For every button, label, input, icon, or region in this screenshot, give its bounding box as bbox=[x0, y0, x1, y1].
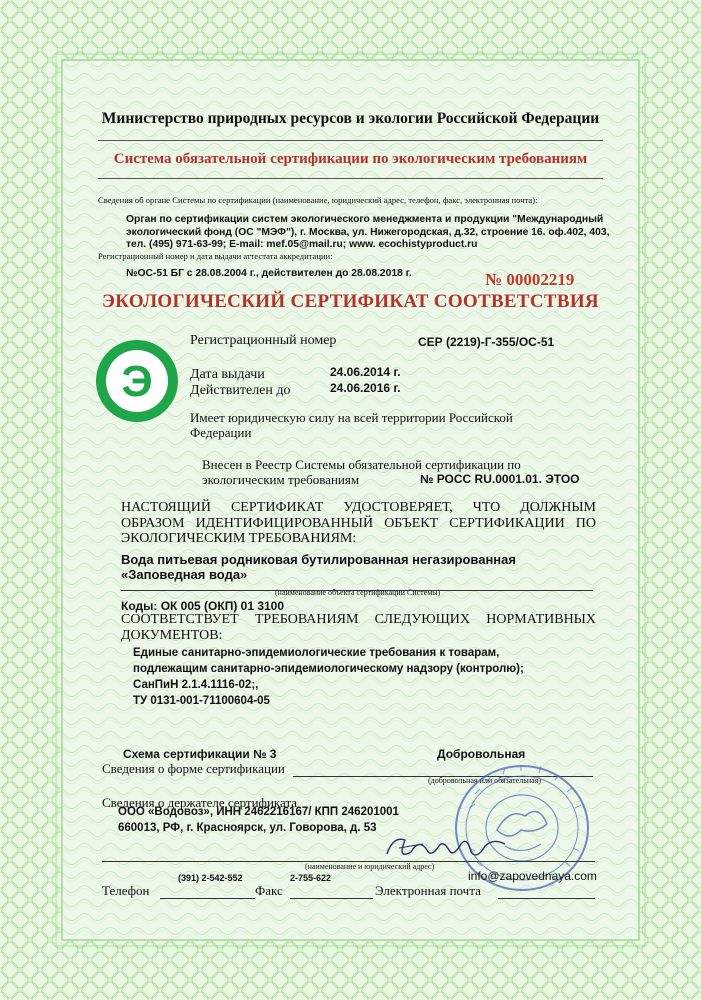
underline bbox=[498, 898, 595, 899]
certifies-line: ЭКОЛОГИЧЕСКИМ ТРЕБОВАНИЯМ: bbox=[121, 531, 357, 546]
normative-document: ТУ 0131-001-71100604-05 bbox=[133, 695, 270, 707]
complies-line: СООТВЕТСТВУЕТ ТРЕБОВАНИЯМ СЛЕДУЮЩИХ НОРМАТИВНЫХ bbox=[121, 612, 596, 627]
valid-until-label: Действителен до bbox=[190, 383, 291, 398]
legal-force-line: Имеет юридическую силу на всей территории Российской bbox=[190, 410, 513, 425]
certificate-title: ЭКОЛОГИЧЕСКИЙ СЕРТИФИКАТ СООТВЕТСТВИЯ bbox=[102, 291, 599, 312]
organ-line: экологический фонд (ОС "МЭФ"), г. Москва, ул. Нижегородская, д.32, строение 16. оф.402, 403, bbox=[126, 226, 610, 238]
registry-line: Внесен в Реестр Системы обязательной сертификации по bbox=[202, 457, 521, 472]
certification-form-hint: (добровольная или обязательная) bbox=[428, 776, 542, 785]
product-caption: (наименование объекта сертификации Системы) bbox=[275, 588, 441, 597]
divider bbox=[98, 140, 603, 141]
organ-line: Орган по сертификации систем экологического менеджмента и продукции "Международный bbox=[126, 214, 604, 225]
product-codes: Коды: ОК 005 (ОКП) 01 3100 bbox=[121, 599, 285, 613]
legal-force-line: Федерации bbox=[190, 425, 252, 440]
holder-caption: Сведения о держателе сертификата bbox=[102, 795, 298, 810]
registry-number: № РОСС RU.0001.01. ЭТОО bbox=[420, 472, 580, 486]
eco-logo bbox=[94, 338, 180, 424]
registry-line: экологическим требованиям bbox=[202, 472, 360, 487]
fax-label: Факс bbox=[255, 883, 283, 898]
valid-until-value: 24.06.2016 г. bbox=[330, 381, 401, 395]
certification-form-caption: Сведения о форме сертификации bbox=[102, 761, 285, 776]
issue-date-label: Дата выдачи bbox=[190, 367, 265, 382]
product-name: Вода питьевая родниковая бутилированная негазированная bbox=[121, 552, 516, 567]
fax-value: 2-755-622 bbox=[290, 873, 332, 883]
underline bbox=[290, 898, 373, 899]
registration-value: СЕР (2219)-Г-355/ОС-51 bbox=[418, 335, 555, 349]
product-name: «Заповедная вода» bbox=[121, 567, 248, 582]
email-value: info@zapovednaya.com bbox=[468, 869, 597, 883]
phone-value: (391) 2-542-552 bbox=[178, 873, 243, 883]
certification-scheme: Схема сертификации № 3 bbox=[123, 747, 277, 761]
email-label: Электронная почта bbox=[375, 883, 481, 898]
phone-label: Телефон bbox=[102, 883, 150, 898]
accreditation-value: №ОС-51 БГ с 28.08.2004 г., действителен до 28.08.2018 г. bbox=[126, 268, 412, 279]
organ-caption: Сведения об органе Системы по сертификации (наименование, юридический адрес, телефон, факс, электронная почта): bbox=[98, 195, 538, 205]
holder-hint: (наименование и юридический адрес) bbox=[305, 862, 435, 871]
normative-document: Единые санитарно-эпидемиологические требования к товарам, bbox=[133, 647, 500, 659]
organ-line: тел. (495) 971-63-99; E-mail: mef.05@mail.ru; www. ecochistyproduct.ru bbox=[126, 239, 478, 250]
certificate-number: № 00002219 bbox=[485, 270, 575, 289]
certification-form-value: Добровольная bbox=[437, 747, 526, 761]
holder-details: 660013, РФ, г. Красноярск, ул. Говорова, д. 53 bbox=[118, 822, 377, 834]
normative-document: подлежащим санитарно-эпидемиологическому надзору (контролю); bbox=[133, 663, 524, 675]
complies-line: ДОКУМЕНТОВ: bbox=[121, 628, 223, 643]
certification-system-title: Система обязательной сертификации по экологическим требованиям bbox=[113, 151, 588, 167]
accreditation-caption: Регистрационный номер и дата выдачи аттестата аккредитации: bbox=[98, 251, 333, 261]
certifies-line: НАСТОЯЩИЙ СЕРТИФИКАТ УДОСТОВЕРЯЕТ, ЧТО ДОЛЖНЫМ bbox=[121, 500, 596, 515]
ministry-title: Министерство природных ресурсов и экологии Российской Федерации bbox=[101, 110, 600, 127]
logo-letter: Э bbox=[121, 357, 153, 406]
divider bbox=[98, 178, 603, 179]
normative-document: СанПиН 2.1.4.1116-02;, bbox=[133, 679, 259, 691]
registration-label: Регистрационный номер bbox=[190, 333, 337, 348]
issue-date-value: 24.06.2014 г. bbox=[330, 365, 401, 379]
underline bbox=[160, 898, 255, 899]
holder-details: ООО «Водовоз», ИНН 2462216167/ КПП 246201001 bbox=[118, 806, 399, 818]
certifies-line: ОБРАЗОМ ИДЕНТИФИЦИРОВАННЫЙ ОБЪЕКТ СЕРТИФИКАЦИИ ПО bbox=[121, 515, 596, 531]
